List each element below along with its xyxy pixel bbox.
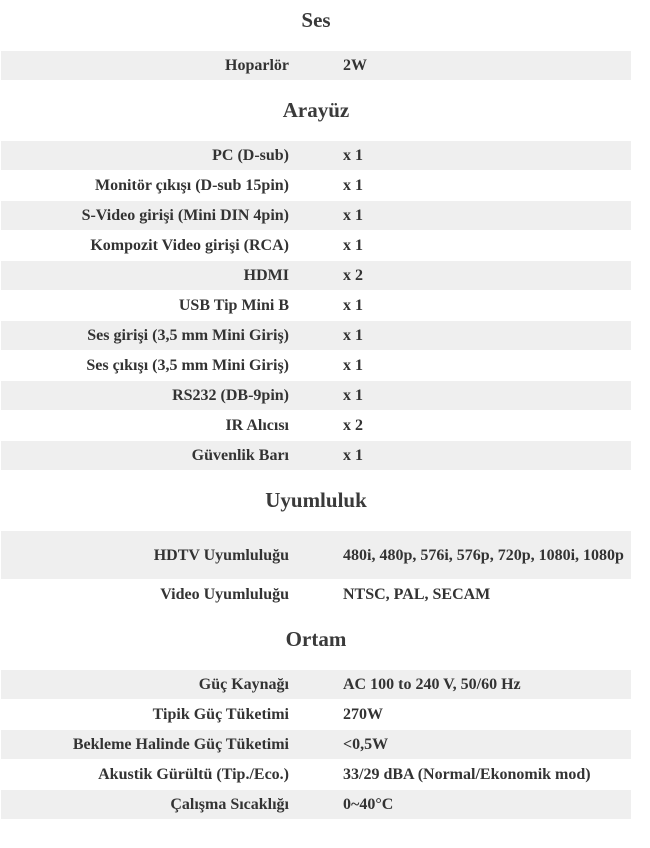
- table-row: [1, 730, 631, 760]
- spec-label: HDTV Uyumluluğu: [1, 531, 289, 580]
- spec-value: x 2: [343, 411, 631, 441]
- spec-value: 2W: [343, 51, 631, 81]
- spec-value: 33/29 dBA (Normal/Ekonomik mod): [343, 760, 631, 790]
- spec-label: USB Tip Mini B: [1, 291, 289, 321]
- spec-value: x 1: [343, 381, 631, 411]
- spec-value: x 1: [343, 441, 631, 471]
- table-row: [1, 261, 631, 291]
- table-row: [1, 51, 631, 81]
- spec-label: S-Video girişi (Mini DIN 4pin): [1, 201, 289, 231]
- table-row: [1, 201, 631, 231]
- spec-label: Ses çıkışı (3,5 mm Mini Giriş): [1, 351, 289, 381]
- table-row: [1, 700, 631, 730]
- spec-label: PC (D-sub): [1, 141, 289, 171]
- spec-value: AC 100 to 240 V, 50/60 Hz: [343, 670, 631, 700]
- spec-label: HDMI: [1, 261, 289, 291]
- section-arayuz: [1, 96, 631, 471]
- spec-label: Kompozit Video girişi (RCA): [1, 231, 289, 261]
- table-row: [1, 231, 631, 261]
- spec-value: 270W: [343, 700, 631, 730]
- spec-table: [1, 51, 631, 81]
- spec-sheet: [0, 6, 631, 820]
- section-title: Ortam: [285, 627, 347, 651]
- table-row: [1, 760, 631, 790]
- table-row: [1, 171, 631, 201]
- section-title: Arayüz: [282, 98, 350, 122]
- table-row: [1, 441, 631, 471]
- spec-value: 0~40°C: [343, 790, 631, 820]
- spec-value: x 1: [343, 201, 631, 231]
- spec-value: x 1: [343, 171, 631, 201]
- table-row: [1, 411, 631, 441]
- section-ses: [1, 6, 631, 81]
- spec-value: x 1: [343, 231, 631, 261]
- table-row: [1, 531, 631, 580]
- spec-label: Monitör çıkışı (D-sub 15pin): [1, 171, 289, 201]
- table-row: [1, 141, 631, 171]
- section-ortam: [1, 625, 631, 820]
- spec-value: x 1: [343, 321, 631, 351]
- spec-label: Tipik Güç Tüketimi: [1, 700, 289, 730]
- table-row: [1, 351, 631, 381]
- section-title: Uyumluluk: [265, 488, 367, 512]
- spec-label: Çalışma Sıcaklığı: [1, 790, 289, 820]
- table-row: [1, 790, 631, 820]
- table-row: [1, 291, 631, 321]
- spec-label: Hoparlör: [1, 51, 289, 81]
- spec-value: x 1: [343, 291, 631, 321]
- spec-table: [1, 670, 631, 820]
- spec-label: IR Alıcısı: [1, 411, 289, 441]
- spec-label: Ses girişi (3,5 mm Mini Giriş): [1, 321, 289, 351]
- spec-table: [1, 141, 631, 471]
- spec-value: x 1: [343, 351, 631, 381]
- table-row: [1, 321, 631, 351]
- spec-value: NTSC, PAL, SECAM: [343, 580, 631, 610]
- spec-table: [1, 531, 631, 610]
- section-uyumluluk: [1, 486, 631, 610]
- spec-label: Bekleme Halinde Güç Tüketimi: [1, 730, 289, 760]
- spec-value: <0,5W: [343, 730, 631, 760]
- spec-value: x 2: [343, 261, 631, 291]
- table-row: [1, 580, 631, 610]
- section-title: Ses: [301, 8, 331, 32]
- spec-value: 480i, 480p, 576i, 576p, 720p, 1080i, 1080p: [343, 531, 631, 580]
- spec-label: Güç Kaynağı: [1, 670, 289, 700]
- spec-value: x 1: [343, 141, 631, 171]
- spec-label: Güvenlik Barı: [1, 441, 289, 471]
- spec-label: Video Uyumluluğu: [1, 580, 289, 610]
- spec-label: RS232 (DB-9pin): [1, 381, 289, 411]
- spec-label: Akustik Gürültü (Tip./Eco.): [1, 760, 289, 790]
- table-row: [1, 381, 631, 411]
- table-row: [1, 670, 631, 700]
